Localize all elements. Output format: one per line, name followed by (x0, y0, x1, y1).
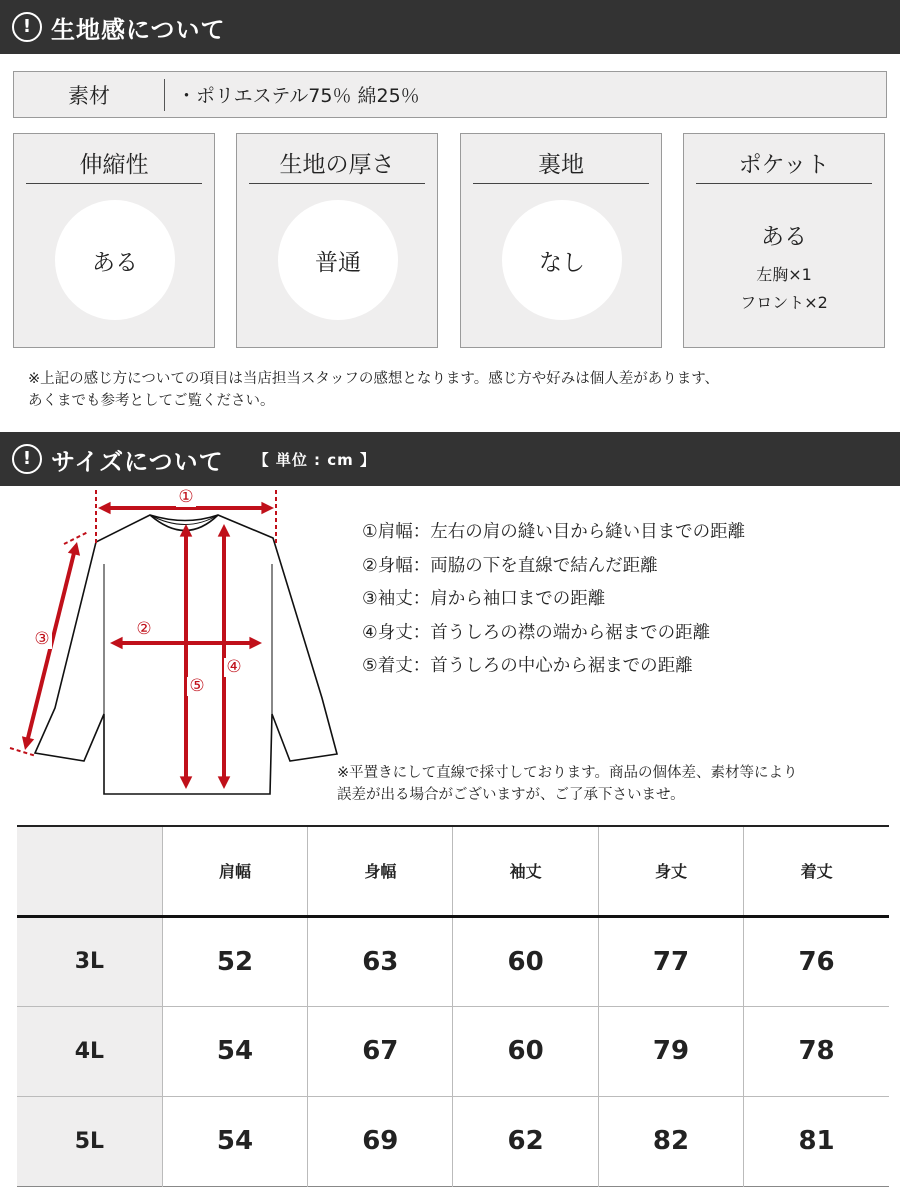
section-title: 生地感について (51, 15, 226, 44)
size-section-header (0, 432, 900, 486)
sleeve-arrowhead-top (68, 542, 80, 556)
legend-sleeve: ③袖丈：肩から袖口までの距離 (362, 589, 606, 609)
size-label: 3L (17, 916, 162, 1006)
sleeve-guide-top (64, 532, 88, 544)
table-cell: 62 (453, 1096, 598, 1186)
measure-note-line: ※平置きにして直線で採寸しております。商品の個体差、素材等により (337, 765, 798, 781)
legend-chest: ②身幅：両脇の下を直線で結んだ距離 (362, 555, 658, 576)
table-cell: 63 (308, 916, 453, 1006)
stretch-value: ある (55, 200, 175, 320)
marker-total-length: ⑤ (189, 676, 205, 696)
lining-box (460, 133, 662, 348)
marker-chest: ② (136, 619, 152, 639)
pocket-body (684, 218, 884, 317)
header-shoulder: 肩幅 (162, 826, 307, 916)
legend-body-length: ④身丈：首うしろの襟の端から裾までの距離 (362, 622, 711, 643)
exclamation-icon: ! (12, 444, 42, 474)
legend-shoulder: ①肩幅：左右の肩の縫い目から縫い目までの距離 (362, 522, 746, 542)
size-table-header-row (17, 826, 889, 916)
measure-note-line: 誤差が出る場合がございますが、ご了承下さいませ。 (337, 787, 685, 803)
thickness-value: 普通 (278, 200, 398, 320)
table-cell: 69 (308, 1096, 453, 1186)
pocket-detail-chest: 左胸×1 (756, 265, 812, 284)
header-sleeve: 袖丈 (453, 826, 598, 916)
sleeve-arrowhead-bottom (22, 736, 34, 750)
table-cell: 67 (308, 1006, 453, 1096)
corner-cell (17, 826, 162, 916)
table-cell: 81 (798, 1126, 835, 1156)
marker-body-length: ④ (226, 657, 242, 677)
measure-note (337, 762, 798, 806)
material-row (13, 71, 887, 118)
table-row (17, 1096, 889, 1186)
stretch-heading: 伸縮性 (26, 146, 202, 184)
table-cell: 54 (162, 1006, 307, 1096)
lining-heading: 裏地 (473, 146, 649, 184)
table-cell: 76 (798, 946, 835, 977)
table-cell: 60 (453, 1006, 598, 1096)
table-row (17, 1006, 889, 1096)
pocket-value: ある (761, 224, 807, 250)
material-label: 素材 (68, 83, 110, 108)
section-title: サイズについて (51, 447, 224, 476)
shoulder-arrowhead-right (261, 502, 274, 515)
size-table (17, 825, 889, 1187)
size-label: 4L (17, 1006, 162, 1096)
measurement-legend (362, 516, 745, 684)
header-total-length: 着丈 (744, 826, 889, 916)
table-cell: 52 (162, 916, 307, 1006)
feel-note-line: あくまでも参考としてご覧ください。 (28, 393, 275, 409)
feel-note (28, 368, 719, 412)
lining-value: なし (502, 200, 622, 320)
table-cell: 78 (798, 1036, 835, 1066)
table-cell: 54 (162, 1096, 307, 1186)
feel-note-line: ※上記の感じ方についての項目は当店担当スタッフの感想となります。感じ方や好みは個人差があります、 (28, 371, 720, 387)
unit-label: 【 単位 : cm 】 (253, 450, 377, 469)
pocket-detail-front: フロント×2 (740, 293, 828, 312)
exclamation-icon: ! (12, 12, 42, 42)
garment-measurement-diagram (0, 486, 345, 801)
shoulder-arrowhead-left (98, 502, 111, 515)
legend-total-length: ⑤着丈：首うしろの中心から裾までの距離 (362, 656, 693, 676)
material-value: ・ポリエステル75％ 綿25％ (177, 85, 420, 107)
marker-shoulder: ① (178, 487, 194, 507)
table-cell: 79 (598, 1006, 743, 1096)
table-cell: 77 (598, 916, 743, 1006)
table-row (17, 916, 889, 1006)
fabric-section-header (0, 0, 900, 54)
stretch-box (13, 133, 215, 348)
table-cell: 60 (453, 916, 598, 1006)
sleeve-guide-bottom (10, 748, 36, 756)
header-body-length: 身丈 (598, 826, 743, 916)
thickness-heading: 生地の厚さ (249, 146, 425, 184)
pocket-heading: ポケット (696, 146, 872, 184)
pocket-box (683, 133, 885, 348)
size-label: 5L (17, 1096, 162, 1186)
thickness-box (236, 133, 438, 348)
divider (164, 79, 165, 111)
marker-sleeve: ③ (34, 629, 50, 649)
header-chest: 身幅 (308, 826, 453, 916)
table-cell: 82 (598, 1096, 743, 1186)
